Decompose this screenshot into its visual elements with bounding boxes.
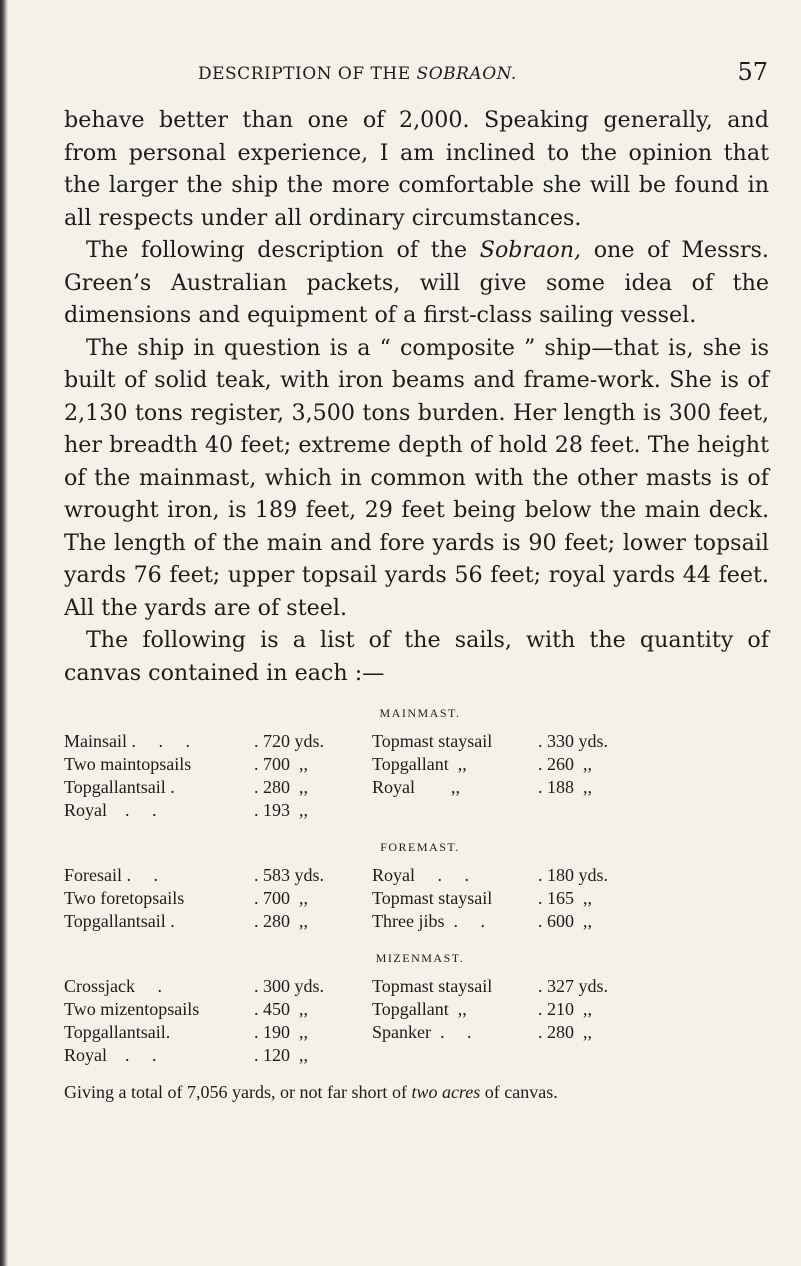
canvas-quantity: . 700 ,, xyxy=(254,888,308,908)
paragraph xyxy=(64,104,769,234)
sail-name: Two maintopsails xyxy=(64,754,192,774)
mast-section xyxy=(64,702,776,822)
total-text-end: of canvas. xyxy=(480,1082,558,1102)
sail-name: Royal . . xyxy=(64,1045,157,1065)
canvas-quantity: . 450 ,, xyxy=(254,999,308,1019)
table-row xyxy=(64,1044,776,1067)
sail-name: Topgallantsail. xyxy=(64,1022,171,1042)
sail-name: Topgallant ,, xyxy=(372,754,467,774)
canvas-quantity: . 165 ,, xyxy=(538,888,592,908)
title-ship-name: SOBRAON. xyxy=(416,64,517,84)
section-heading: FOREMAST. xyxy=(380,840,460,854)
paragraph-text: The ship in question is a “ composite ” ship—that is, she is built of solid teak, with iron beams and frame-work. She is of 2,130 tons register, 3,500 tons burden. Her length is 300 feet, her breadth 40 feet; extreme depth of hold 28 feet. The height of the mainmast, which in common with the other masts is of wrought iron, is 189 feet, 29 feet being below the main deck. The length of the main and fore yards is 90 feet; lower topsail yards 76 feet; upper topsail yards 56 feet; royal yards 44 feet. All the yards are of steel. xyxy=(64,334,769,621)
sail-name: Topgallantsail . xyxy=(64,777,175,797)
sail-name: Three jibs . . xyxy=(372,911,485,931)
section-heading: MIZENMAST. xyxy=(375,951,465,965)
mast-section xyxy=(64,836,776,933)
page-number: 57 xyxy=(737,58,768,86)
table-row xyxy=(64,887,776,910)
canvas-quantity: . 327 yds. xyxy=(538,976,609,996)
sail-name: Topgallant ,, xyxy=(372,999,467,1019)
canvas-quantity: . 180 yds. xyxy=(538,865,609,885)
paragraph-text: The following is a list of the sails, with the quantity of canvas contained in each :— xyxy=(64,627,769,686)
canvas-quantity: . 583 yds. xyxy=(254,865,325,885)
sail-name: Topgallantsail . xyxy=(64,911,175,931)
canvas-quantity: . 300 yds. xyxy=(254,976,325,996)
paragraph-text: The following description of the xyxy=(86,237,480,263)
table-row xyxy=(64,975,776,998)
paragraph xyxy=(64,332,769,625)
paragraph xyxy=(64,234,769,332)
table-row xyxy=(64,864,776,887)
sail-name: Royal ,, xyxy=(372,777,460,797)
book-spine-edge xyxy=(0,0,8,1266)
canvas-quantity: . 280 ,, xyxy=(254,777,308,797)
canvas-quantity: . 120 ,, xyxy=(254,1045,308,1065)
canvas-quantity: . 280 ,, xyxy=(538,1022,592,1042)
running-header xyxy=(198,58,768,92)
title-prefix: DESCRIPTION OF THE xyxy=(198,64,411,84)
canvas-quantity: . 280 ,, xyxy=(254,911,308,931)
paragraph-text: behave better than one of 2,000. Speaking generally, and from personal experience, I am inclined to the opinion that the larger the ship the more comfortable she will be found in all respects under all ordinary circumstances. xyxy=(64,107,769,231)
body-text xyxy=(64,104,769,689)
total-text: Giving a total of 7,056 yards, or not far short of xyxy=(64,1082,412,1102)
sail-name: Mainsail . . . xyxy=(64,731,190,751)
sail-name: Topmast staysail xyxy=(372,976,493,996)
canvas-quantity: . 260 ,, xyxy=(538,754,592,774)
canvas-quantity: . 188 ,, xyxy=(538,777,592,797)
canvas-quantity: . 600 ,, xyxy=(538,911,592,931)
table-row xyxy=(64,1021,776,1044)
sail-name: Royal . . xyxy=(372,865,469,885)
page-title xyxy=(198,64,517,84)
sail-name: Foresail . . xyxy=(64,865,158,885)
table-row xyxy=(64,799,776,822)
sail-name: Topmast staysail xyxy=(372,731,493,751)
sail-name: Spanker . . xyxy=(372,1022,472,1042)
total-line xyxy=(64,1081,776,1104)
sail-name: Crossjack . xyxy=(64,976,162,996)
table-row xyxy=(64,753,776,776)
canvas-quantity: . 210 ,, xyxy=(538,999,592,1019)
total-emphasis: two acres xyxy=(411,1082,481,1102)
canvas-quantity: . 700 ,, xyxy=(254,754,308,774)
canvas-quantity: . 190 ,, xyxy=(254,1022,308,1042)
table-row xyxy=(64,910,776,933)
section-heading: MAINMAST. xyxy=(379,706,461,720)
paragraph-text: one of Messrs. Green’s Australian packets, will give some idea of the dimensions and equipment of a first-class sailing vessel. xyxy=(64,237,769,328)
table-row xyxy=(64,730,776,753)
sail-name: Two mizentopsails xyxy=(64,999,200,1019)
canvas-quantity: . 720 yds. xyxy=(254,731,325,751)
table-row xyxy=(64,776,776,799)
mast-section xyxy=(64,947,776,1067)
paragraph xyxy=(64,624,769,689)
canvas-quantity: . 193 ,, xyxy=(254,800,308,820)
sail-name: Topmast staysail xyxy=(372,888,493,908)
ship-name: Sobraon, xyxy=(479,237,582,263)
sail-name: Two foretopsails xyxy=(64,888,185,908)
table-row xyxy=(64,998,776,1021)
sail-canvas-tables xyxy=(64,702,776,1104)
sail-name: Royal . . xyxy=(64,800,157,820)
canvas-quantity: . 330 yds. xyxy=(538,731,609,751)
